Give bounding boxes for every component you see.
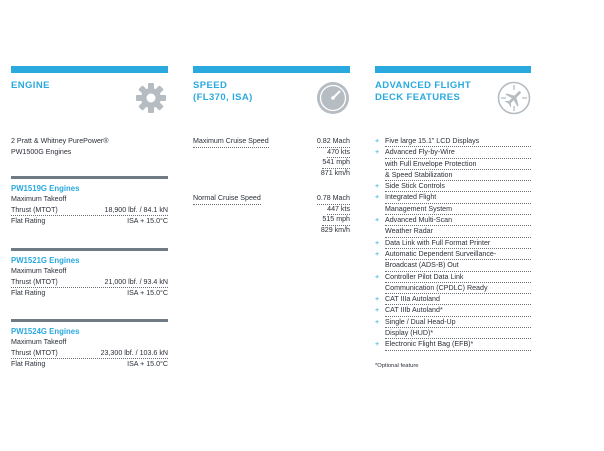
speed-value: 541 mph: [322, 157, 350, 169]
engine-intro: [11, 136, 108, 157]
flight-deck-title: [375, 80, 471, 103]
speed-header: [193, 73, 350, 129]
plus-bullet: +: [375, 193, 380, 202]
engine-block-pw1519g: [11, 176, 168, 227]
flat-rating-value: ISA + 15.0°C: [127, 217, 168, 226]
optional-footnote: *Optional feature: [375, 363, 419, 369]
feature-item: [375, 272, 531, 295]
engine-intro-line: 2 Pratt & Whitney PurePower®: [11, 137, 109, 145]
feature-text: Advanced Multi-Scan: [385, 215, 531, 226]
engine-model: PW1519G Engines: [11, 184, 80, 193]
feature-item: [375, 305, 531, 316]
thrust-label: Thrust (MTOT): [11, 277, 58, 286]
feature-text: Automatic Dependent Surveillance-: [385, 249, 531, 260]
speed-value: 871 km/h: [320, 168, 350, 177]
speed-value: 515 mph: [322, 214, 350, 226]
feature-text: Controller Pilot Data Link: [385, 272, 531, 283]
thrust-value: 21,000 lbf. / 93.4 kN: [104, 277, 168, 286]
speed-title: [193, 80, 253, 103]
engine-model: PW1524G Engines: [11, 327, 80, 336]
flat-rating-row: [11, 288, 168, 299]
plus-bullet: +: [375, 317, 380, 326]
engine-header-bar: [11, 66, 168, 73]
engine-divider: [11, 248, 168, 251]
feature-text: Broadcast (ADS-B) Out: [385, 260, 531, 271]
takeoff-label: Maximum Takeoff: [11, 195, 67, 203]
flat-rating-value: ISA + 15.0°C: [127, 289, 168, 298]
feature-text: CAT IIIa Autoland: [385, 294, 531, 305]
thrust-label: Thrust (MTOT): [11, 205, 58, 214]
feature-text: Integrated Flight: [385, 192, 531, 203]
normal-cruise-speed: [193, 193, 350, 235]
flight-deck-title-line: DECK FEATURES: [375, 91, 461, 103]
speed-row: [193, 168, 350, 179]
max-cruise-speed: [193, 136, 350, 178]
feature-text: Display (HUD)*: [385, 328, 531, 339]
engine-model: PW1521G Engines: [11, 256, 80, 265]
normal-cruise-label: Normal Cruise Speed: [193, 193, 261, 205]
max-cruise-label: Maximum Cruise Speed: [193, 136, 269, 148]
feature-text: Weather Radar: [385, 226, 531, 237]
feature-text: with Full Envelope Protection: [385, 159, 531, 170]
plus-bullet: +: [375, 216, 380, 225]
thrust-label: Thrust (MTOT): [11, 348, 58, 357]
feature-item: [375, 249, 531, 272]
speed-title-line: (FL370, ISA): [193, 91, 253, 103]
thrust-row: [11, 205, 168, 217]
takeoff-label: Maximum Takeoff: [11, 338, 67, 346]
feature-item: [375, 215, 531, 238]
plus-bullet: +: [375, 182, 380, 191]
feature-item: [375, 181, 531, 192]
engine-title: ENGINE: [11, 80, 50, 91]
feature-text: Data Link with Full Format Printer: [385, 238, 531, 249]
flight-deck-header-bar: [375, 66, 531, 73]
plus-bullet: +: [375, 295, 380, 304]
thrust-value: 18,900 lbf. / 84.1 kN: [104, 205, 168, 214]
thrust-row: [11, 277, 168, 289]
airplane-icon: [497, 81, 531, 115]
feature-item: [375, 136, 531, 147]
gear-icon: [134, 81, 168, 115]
feature-text: Communication (CPDLC) Ready: [385, 283, 531, 294]
speed-column: [193, 66, 350, 234]
flat-rating-row: [11, 216, 168, 227]
flight-deck-column: [375, 66, 531, 369]
feature-text: & Speed Stabilization: [385, 170, 531, 181]
speedometer-icon: [316, 81, 350, 115]
feature-item: [375, 192, 531, 215]
takeoff-label: Maximum Takeoff: [11, 267, 67, 275]
feature-text: CAT IIIb Autoland*: [385, 305, 531, 316]
flight-deck-title-line: ADVANCED FLIGHT: [375, 80, 472, 91]
engine-divider: [11, 176, 168, 179]
plus-bullet: +: [375, 306, 380, 315]
feature-text: Advanced Fly-by-Wire: [385, 147, 531, 158]
feature-text: Electronic Flight Bag (EFB)*: [385, 339, 531, 350]
speed-header-bar: [193, 66, 350, 73]
feature-item: [375, 238, 531, 249]
plus-bullet: +: [375, 238, 380, 247]
feature-item: [375, 147, 531, 181]
feature-text: Five large 15.1” LCD Displays: [385, 136, 531, 147]
speed-value: 470 kts: [327, 147, 350, 159]
flat-rating-value: ISA + 15.0°C: [127, 360, 168, 369]
plus-bullet: +: [375, 249, 380, 258]
engine-divider: [11, 319, 168, 322]
speed-row: [193, 136, 350, 147]
feature-text: Management System: [385, 204, 531, 215]
speed-title-line: SPEED: [193, 80, 228, 91]
speed-row: [193, 193, 350, 204]
engine-intro-line: PW1500G Engines: [11, 147, 72, 156]
speed-row: [193, 214, 350, 225]
speed-value: 447 kts: [327, 204, 350, 216]
feature-item: [375, 339, 531, 350]
feature-list: [375, 136, 531, 351]
engine-header: [11, 73, 168, 129]
engine-block-pw1524g: [11, 319, 168, 370]
feature-text: Single / Dual Head-Up: [385, 317, 531, 328]
engine-column: [11, 66, 168, 369]
speed-row: [193, 204, 350, 215]
flat-rating-label: Flat Rating: [11, 360, 46, 369]
thrust-value: 23,300 lbf. / 103.6 kN: [100, 348, 168, 357]
speed-value: 829 km/h: [320, 225, 350, 234]
feature-item: [375, 294, 531, 305]
flat-rating-label: Flat Rating: [11, 217, 46, 226]
plus-bullet: +: [375, 148, 380, 157]
flat-rating-label: Flat Rating: [11, 289, 46, 298]
thrust-row: [11, 348, 168, 360]
speed-row: [193, 225, 350, 236]
feature-text: Side Stick Controls: [385, 181, 531, 192]
speed-value: 0.82 Mach: [317, 136, 350, 148]
plus-bullet: +: [375, 272, 380, 281]
speed-row: [193, 147, 350, 158]
feature-item: [375, 317, 531, 340]
speed-value: 0.78 Mach: [317, 193, 350, 205]
plus-bullet: +: [375, 137, 380, 145]
engine-block-pw1521g: [11, 248, 168, 299]
plus-bullet: +: [375, 340, 380, 349]
flight-deck-header: [375, 73, 531, 129]
speed-row: [193, 157, 350, 168]
flat-rating-row: [11, 359, 168, 370]
